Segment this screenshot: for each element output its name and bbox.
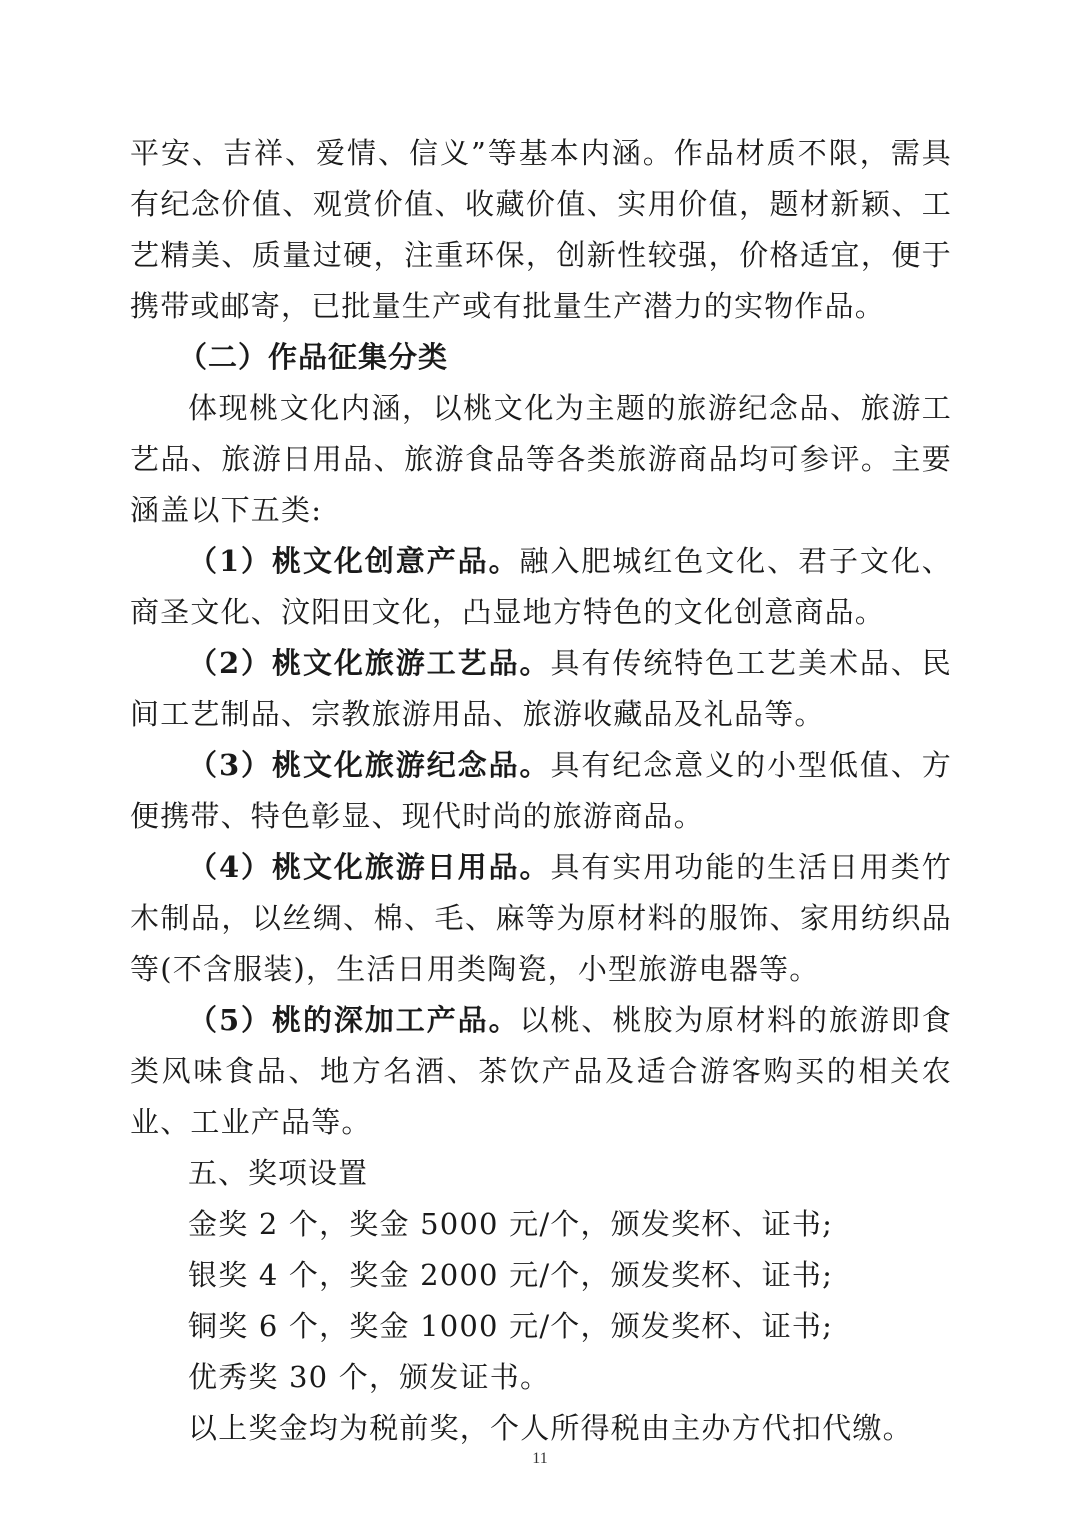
category-item-5	[130, 995, 952, 1148]
document-body	[130, 128, 952, 1454]
category-item-4-text: 具有实用功能的生活日用类竹木制品，以丝绸、棉、毛、麻等为原材料的服饰、家用纺织品等(不含服装)，生活日用类陶瓷，小型旅游电器等。	[130, 850, 952, 986]
section-heading-award-settings: 五、奖项设置	[188, 1156, 369, 1190]
award-bronze: 铜奖 6 个，奖金 1000 元/个，颁发奖杯、证书;	[188, 1309, 834, 1343]
category-item-1-text: 融入肥城红色文化、君子文化、商圣文化、汶阳田文化，凸显地方特色的文化创意商品。	[130, 544, 952, 629]
category-item-3-text: 具有纪念意义的小型低值、方便携带、特色彰显、现代时尚的旅游商品。	[130, 748, 952, 833]
category-item-2	[130, 638, 952, 740]
award-excellence: 优秀奖 30 个，颁发证书。	[188, 1360, 551, 1394]
category-item-2-text: 具有传统特色工艺美术品、民间工艺制品、宗教旅游用品、旅游收藏品及礼品等。	[130, 646, 952, 731]
section-heading-collection-categories: （二）作品征集分类	[178, 340, 449, 374]
category-item-4	[130, 842, 952, 995]
category-item-5-title: （5）桃的深加工产品。	[188, 1003, 520, 1037]
section-intro-paragraph: 体现桃文化内涵，以桃文化为主题的旅游纪念品、旅游工艺品、旅游日用品、旅游食品等各类旅游商品均可参评。主要涵盖以下五类:	[130, 391, 952, 527]
category-item-1	[130, 536, 952, 638]
award-silver: 银奖 4 个，奖金 2000 元/个，颁发奖杯、证书;	[188, 1258, 834, 1292]
intro-paragraph: 平安、吉祥、爱情、信义”等基本内涵。作品材质不限，需具有纪念价值、观赏价值、收藏价值、实用价值，题材新颖、工艺精美、质量过硬，注重环保，创新性较强，价格适宜，便于携带或邮寄，已批量生产或有批量生产潜力的实物作品。	[130, 136, 952, 323]
award-gold: 金奖 2 个，奖金 5000 元/个，颁发奖杯、证书;	[188, 1207, 834, 1241]
category-item-4-title: （4）桃文化旅游日用品。	[188, 850, 551, 884]
category-item-2-title: （2）桃文化旅游工艺品。	[188, 646, 551, 680]
category-item-3-title: （3）桃文化旅游纪念品。	[188, 748, 551, 782]
category-item-1-title: （1）桃文化创意产品。	[188, 544, 520, 578]
page-number: 11	[532, 1450, 548, 1467]
award-tax-note: 以上奖金均为税前奖，个人所得税由主办方代扣代缴。	[188, 1411, 913, 1445]
category-item-3	[130, 740, 952, 842]
category-item-5-text: 以桃、桃胶为原材料的旅游即食类风味食品、地方名酒、茶饮产品及适合游客购买的相关农业、工业产品等。	[130, 1003, 952, 1139]
